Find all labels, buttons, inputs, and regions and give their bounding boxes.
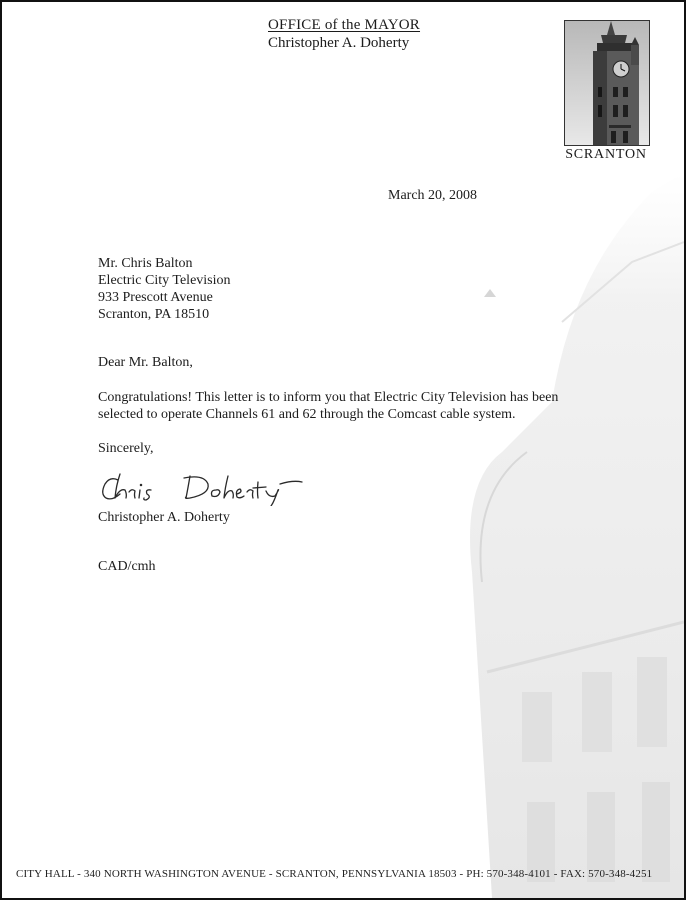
handwritten-signature	[98, 470, 312, 506]
letter-date: March 20, 2008	[388, 188, 478, 203]
salutation: Dear Mr. Balton,	[98, 355, 193, 370]
clock-tower-photo	[564, 20, 650, 146]
mayor-name: Christopher A. Doherty	[268, 35, 410, 51]
city-name-label: SCRANTON	[565, 147, 647, 162]
letterhead	[268, 16, 428, 52]
recipient-street: 933 Prescott Avenue	[98, 290, 213, 305]
office-title: OFFICE of the MAYOR	[268, 17, 421, 33]
recipient-address	[98, 255, 231, 323]
clock-tower-icon	[565, 21, 649, 145]
city-hall-building-watermark	[432, 152, 684, 898]
closing: Sincerely,	[98, 441, 154, 456]
recipient-name: Mr. Chris Balton	[98, 256, 193, 271]
signer-name: Christopher A. Doherty	[98, 510, 230, 525]
recipient-city-state-zip: Scranton, PA 18510	[98, 307, 210, 322]
reference-initials: CAD/cmh	[98, 559, 156, 574]
footer-address: CITY HALL - 340 NORTH WASHINGTON AVENUE - SCRANTON, PENNSYLVANIA 18503 - PH: 570-348-4101 - FAX: 570-348-4251	[16, 868, 653, 880]
letter-body: Congratulations! This letter is to inform you that Electric City Television has been selected to operate Channels 61 and 62 through the Comcast cable system.	[98, 390, 559, 422]
recipient-organization: Electric City Television	[98, 273, 231, 288]
